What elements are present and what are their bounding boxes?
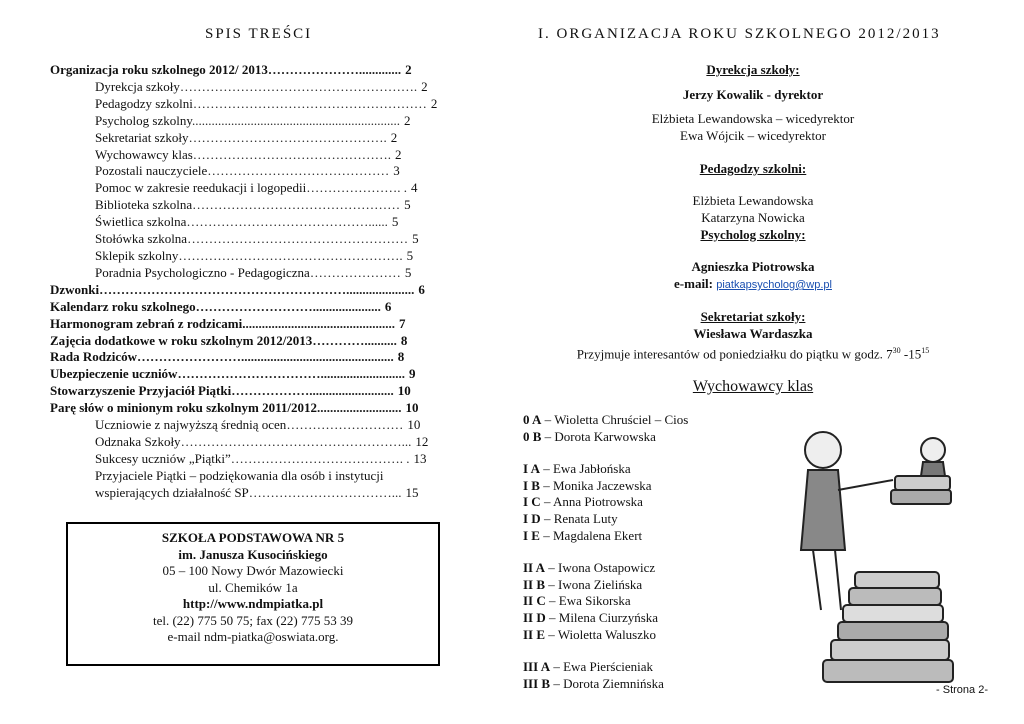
pedagodzy-heading: Pedagodzy szkolni: <box>699 161 807 176</box>
class-code: 0 A <box>523 412 542 427</box>
separator: – <box>541 412 555 427</box>
separator: – <box>550 675 564 691</box>
teacher-name: Monika Jaczewska <box>552 477 652 493</box>
list-gap <box>523 445 688 461</box>
sekretariat-heading: Sekretariat szkoły: <box>700 309 806 324</box>
hours-text: Przyjmuje interesantów od poniedziałku do piątku w godz. 7 <box>576 346 893 362</box>
psycholog-email-row <box>518 276 988 294</box>
school-name: SZKOŁA PODSTAWOWA NR 5 <box>161 530 345 545</box>
toc-entry[interactable] <box>50 400 470 417</box>
toc-entry-leader: ……………….......................... <box>231 383 394 399</box>
list-gap <box>523 544 688 560</box>
teacher-name: Milena Ciurzyńska <box>558 609 659 625</box>
toc-entry-leader: ………………… <box>309 264 401 280</box>
wychowawcy-heading: Wychowawcy klas <box>692 378 814 395</box>
toc-entry[interactable] <box>50 417 470 434</box>
class-code: III B <box>523 675 551 691</box>
toc-entry-page: 7 <box>398 315 406 331</box>
teacher-name: Renata Luty <box>553 510 618 526</box>
toc-entry[interactable] <box>50 197 470 214</box>
separator: – <box>550 659 564 675</box>
class-teacher-row <box>523 610 688 627</box>
toc-entry-page: 8 <box>400 332 408 348</box>
class-teacher-row <box>523 478 688 495</box>
class-teacher-row <box>523 528 688 545</box>
class-teacher-row <box>523 593 688 610</box>
toc-entry-page: 6 <box>384 298 392 314</box>
toc-entry-title: Dyrekcja szkoły <box>95 78 180 94</box>
psycholog-email-link[interactable]: piatkapsycholog@wp.pl <box>716 279 832 291</box>
toc-entry-title: Sukcesy uczniów „Piątki” <box>95 450 231 466</box>
class-code: I A <box>523 461 540 477</box>
toc-entry-title: Świetlica szkolna <box>95 214 187 230</box>
section-title: I. ORGANIZACJA ROKU SZKOLNEGO 2012/2013 <box>538 26 941 42</box>
class-teacher-row <box>523 412 688 429</box>
toc-entry-title: Zajęcia dodatkowe w roku szkolnym 2012/2013 <box>50 332 313 348</box>
toc-entry-title: Kalendarz roku szkolnego <box>50 298 196 314</box>
teacher-name: Iwona Ostapowicz <box>558 560 656 576</box>
teacher-name: Anna Piotrowska <box>553 494 643 510</box>
toc-entry-title: Ubezpieczenie uczniów <box>50 366 178 382</box>
school-city: 05 – 100 Nowy Dwór Mazowiecki <box>162 563 344 578</box>
toc-entry-page: 8 <box>397 349 405 365</box>
toc-entry-title: Odznaka Szkoły <box>95 433 181 449</box>
toc-entry-page: 13 <box>413 450 427 466</box>
separator: – <box>545 626 558 642</box>
toc-entry-title: Harmonogram zebrań z rodzicami. <box>50 315 246 331</box>
class-code: II C <box>523 593 546 609</box>
class-teacher-row <box>523 676 688 693</box>
class-code: I B <box>523 477 540 493</box>
toc-entry-leader: ……………………… <box>286 417 404 433</box>
toc-entry-leader: .......................... <box>317 400 402 416</box>
class-code: II D <box>523 609 546 625</box>
toc-entry[interactable] <box>50 248 470 265</box>
separator: – <box>540 494 553 510</box>
sekretarz-name: Wiesława Wardaszka <box>693 326 813 341</box>
dyrekcja-heading: Dyrekcja szkoły: <box>706 62 800 77</box>
toc-entry-leader: …………………………………. . <box>230 450 410 466</box>
toc-entry[interactable] <box>50 434 470 451</box>
teacher-name: Dorota Karwowska <box>554 428 656 444</box>
toc-entry-page: 10 <box>405 400 419 416</box>
toc-entry-title: Psycholog szkolny <box>95 112 193 128</box>
class-teacher-row <box>523 429 688 446</box>
toc-entry[interactable] <box>50 214 470 231</box>
class-teacher-row <box>523 461 688 478</box>
toc-entry[interactable] <box>50 231 470 248</box>
toc-entry[interactable] <box>50 180 470 197</box>
separator: – <box>539 461 553 477</box>
class-code: II A <box>523 560 546 576</box>
toc-entry-title: Pedagodzy szkolni <box>95 95 193 111</box>
class-teacher-row <box>523 494 688 511</box>
toc-entry-leader: …………………………………… <box>207 163 390 179</box>
separator: – <box>540 510 554 526</box>
class-code: II E <box>523 626 546 642</box>
toc-entry-leader: ………………………………………… <box>192 197 401 213</box>
toc-entry-page: 15 <box>405 484 419 500</box>
toc-entry-page: 5 <box>404 197 411 213</box>
toc-entry-page: 3 <box>393 163 400 179</box>
psycholog-name: Agnieszka Piotrowska <box>691 259 815 274</box>
class-code: I E <box>523 527 540 543</box>
teacher-name: Ewa Jabłońska <box>552 461 631 477</box>
toc-entry[interactable] <box>50 468 470 485</box>
toc-entry-title: Sekretariat szkoły <box>95 129 189 145</box>
class-code: III A <box>523 659 551 675</box>
toc-entry-leader: .............................................. <box>245 315 395 331</box>
teacher-name: Magdalena Ekert <box>552 527 643 543</box>
toc-entry-page: 5 <box>412 231 419 247</box>
toc-entry-leader: ……………………………………...... <box>186 214 388 230</box>
toc-entry-page: 2 <box>430 95 438 111</box>
psycholog-heading: Psycholog szkolny: <box>700 227 806 242</box>
toc-entry-title: Poradnia Psychologiczno - Pedagogiczna <box>95 264 310 280</box>
class-code: I D <box>523 510 541 526</box>
school-street: ul. Chemików 1a <box>208 579 298 595</box>
teacher-name: Ewa Pierścieniak <box>563 659 653 675</box>
toc-entry[interactable] <box>50 147 470 164</box>
toc-entry-leader: ………………………………………. <box>192 146 392 162</box>
separator: – <box>539 477 553 493</box>
class-code: I C <box>523 494 541 510</box>
toc-entry[interactable] <box>50 451 470 468</box>
office-hours <box>518 343 988 363</box>
class-teacher-row <box>523 511 688 528</box>
toc-entry-page: 10 <box>397 383 411 399</box>
toc-entry[interactable] <box>50 366 470 383</box>
toc-entry-title: Uczniowie z najwyższą średnią ocen <box>95 417 287 433</box>
toc-entry-leader: ……………………………………………. <box>178 247 403 263</box>
wicedyrektor-1: Elżbieta Lewandowska – wicedyrektor <box>651 111 855 126</box>
toc-entry[interactable] <box>50 333 470 350</box>
separator: – <box>541 428 555 444</box>
toc-entry[interactable] <box>50 282 470 299</box>
toc-entry[interactable] <box>50 130 470 147</box>
dyrektor: Jerzy Kowalik - dyrektor <box>682 87 824 102</box>
separator: – <box>545 593 559 609</box>
toc-entry-leader: …………………………………………………..................... <box>99 281 415 297</box>
hours-end-minutes: 15 <box>921 346 930 355</box>
toc-entry-page: 5 <box>406 247 414 263</box>
teacher-name: Iwona Zielińska <box>558 576 643 592</box>
toc-title: SPIS TREŚCI <box>205 26 313 42</box>
toc-entry-leader: ……………………………………………… <box>192 95 427 111</box>
toc-entry-page: 5 <box>391 214 399 230</box>
toc-entry-title: Parę słów o minionym roku szkolnym 2011/2012 <box>50 400 318 416</box>
toc-entry-title: Organizacja roku szkolnego 2012/ 2013 <box>50 62 268 77</box>
class-teacher-row <box>523 659 688 676</box>
toc-entry[interactable] <box>50 485 470 502</box>
toc-entry[interactable] <box>50 163 470 180</box>
toc-entry[interactable] <box>50 383 470 400</box>
toc-entry-page: 2 <box>404 112 411 128</box>
class-code: 0 B <box>523 428 542 444</box>
toc-entry-leader: …………………. . <box>306 180 407 196</box>
email-label: e-mail: <box>674 276 713 291</box>
toc-entry-leader: ................................................................ <box>192 112 401 128</box>
school-address-box <box>66 522 440 666</box>
class-teacher-row <box>523 560 688 577</box>
class-teacher-row <box>523 627 688 644</box>
toc-entry-leader: ……………………………... <box>248 484 402 500</box>
table-of-contents <box>50 62 470 502</box>
toc-entry-title: Pozostali nauczyciele <box>95 163 208 179</box>
school-website[interactable]: http://www.ndmpiatka.pl <box>182 596 324 611</box>
teacher-name: Wioletta Waluszko <box>557 626 657 642</box>
teacher-name: Ewa Sikorska <box>558 593 631 609</box>
toc-entry-leader: ……………………………………………... <box>180 433 412 449</box>
toc-entry[interactable] <box>50 316 470 333</box>
toc-entry-leader: ………………………..................... <box>195 298 381 314</box>
toc-entry-leader: …………………………….......................... <box>177 366 405 382</box>
separator: – <box>545 560 559 576</box>
separator: – <box>539 527 553 543</box>
toc-entry-leader: …………………………………………… <box>187 231 409 247</box>
separator: – <box>545 609 559 625</box>
toc-entry-title: Pomoc w zakresie reedukacji i logopedii <box>95 180 307 196</box>
toc-entry[interactable] <box>50 349 470 366</box>
toc-entry[interactable] <box>50 96 470 113</box>
toc-entry-page: 10 <box>407 417 421 433</box>
toc-entry-page: 12 <box>415 433 429 449</box>
toc-entry-title: Stowarzyszenie Przyjaciół Piątki <box>50 383 232 399</box>
toc-entry-page: 2 <box>421 78 428 94</box>
toc-entry[interactable] <box>50 62 470 79</box>
toc-entry-title: wspierających działalność SP <box>95 484 249 500</box>
hours-end-hour: -15 <box>900 346 922 362</box>
toc-entry-page: 9 <box>408 366 416 382</box>
school-email: e-mail ndm-piatka@oswiata.org. <box>167 629 339 644</box>
toc-entry-title: Dzwonki <box>50 281 100 297</box>
toc-entry-page: 4 <box>410 180 418 196</box>
hours-start-minutes: 30 <box>892 346 901 355</box>
class-code: II B <box>523 576 546 592</box>
pedagog-2: Katarzyna Nowicka <box>701 210 805 225</box>
toc-entry-title: Biblioteka szkolna <box>95 197 193 213</box>
toc-entry-title: Przyjaciele Piątki – podziękowania dla osób i instytucji <box>95 467 384 483</box>
school-patron: im. Janusza Kusocińskiego <box>178 546 328 562</box>
wicedyrektor-2: Ewa Wójcik – wicedyrektor <box>680 128 826 143</box>
toc-entry-title: Wychowawcy klas <box>95 146 193 162</box>
school-phone: tel. (22) 775 50 75; fax (22) 775 53 39 <box>152 612 354 628</box>
toc-entry[interactable] <box>50 79 470 96</box>
toc-entry[interactable] <box>50 265 470 282</box>
toc-entry-title: Stołówka szkolna <box>95 231 188 247</box>
toc-entry-leader: …………………............. <box>267 62 402 77</box>
teacher-on-books-icon <box>783 410 983 700</box>
toc-entry[interactable] <box>50 113 470 130</box>
toc-entry-leader: ……………………............................................... <box>137 349 394 365</box>
toc-entry-page: 6 <box>418 281 425 297</box>
toc-entry[interactable] <box>50 299 470 316</box>
toc-entry-leader: ………………………………………………. <box>179 78 418 94</box>
class-teachers-list <box>523 412 688 692</box>
toc-entry-page: 2 <box>395 146 402 162</box>
toc-entry-leader: ………….......... <box>312 332 397 348</box>
page-number: - Strona 2- <box>936 684 988 696</box>
teacher-name: Dorota Ziemnińska <box>563 675 664 691</box>
toc-entry-leader: ………………………………………. <box>188 129 387 145</box>
pedagog-1: Elżbieta Lewandowska <box>692 193 814 208</box>
toc-entry-page: 5 <box>404 264 412 280</box>
toc-entry-title: Sklepik szkolny <box>95 247 179 263</box>
toc-entry-title: Rada Rodziców <box>50 349 138 365</box>
teacher-name: Wioletta Chruściel – Cios <box>554 412 689 427</box>
list-gap <box>523 643 688 659</box>
class-teacher-row <box>523 577 688 594</box>
separator: – <box>545 576 559 592</box>
toc-entry-page: 2 <box>390 129 398 145</box>
toc-entry-page: 2 <box>405 62 412 77</box>
